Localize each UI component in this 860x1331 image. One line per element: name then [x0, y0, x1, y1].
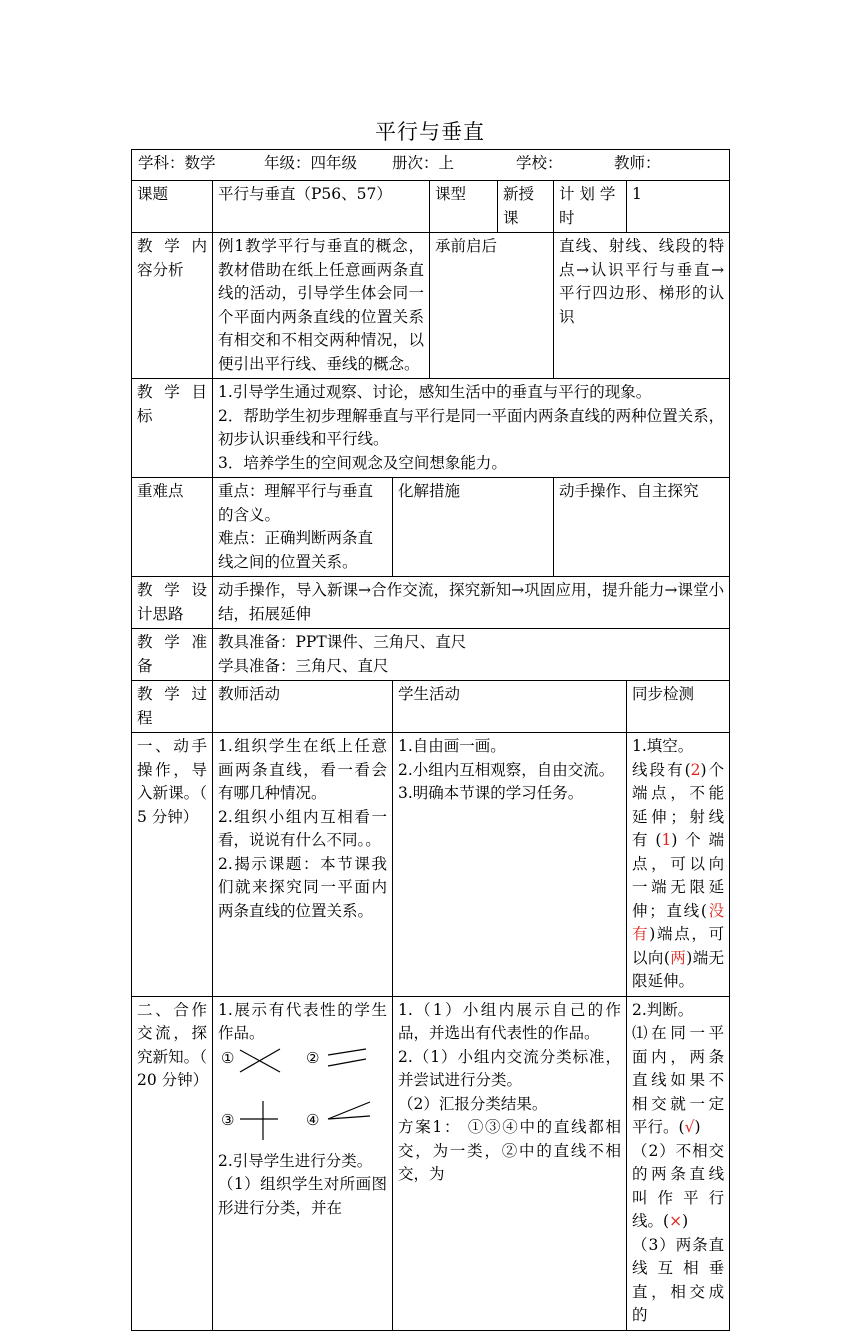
key-points-row: [132, 478, 730, 577]
stage2-teacher-cell: [213, 996, 393, 1330]
check-heading: 1.填空。: [632, 737, 694, 755]
stage2-check-cell: [627, 996, 730, 1330]
student-step: 方案1： ①③④中的直线都相交，为一类，②中的直线不相交，为: [398, 1118, 621, 1183]
student-step: 2.（1）小组内交流分类标准，并尝试进行分类。: [398, 1047, 621, 1089]
stage2-label: 二、合作交流，探究新知。（ 20 分钟）: [132, 996, 213, 1330]
header-row: [132, 150, 730, 181]
stage1-label: 一、动手操作，导入新课。（ 5 分钟）: [132, 733, 213, 997]
continuity-text: 直线、射线、线段的特点→认识平行与垂直→平行四边形、梯形的认识: [554, 233, 730, 379]
measures-text: 动手操作、自主探究: [554, 478, 730, 577]
answer-text: √: [684, 1118, 695, 1136]
judge-question: （2）不相交的两条直线叫作平行线。(×): [632, 1141, 725, 1230]
design-text: 动手操作，导入新课→合作交流，探究新知→巩固应用，提升能力→课堂小结，拓展延伸: [213, 577, 730, 629]
check-heading: 2.判断。: [632, 1000, 694, 1019]
lesson-type-value: 新授课: [498, 181, 554, 233]
figure-marker-3: ③: [221, 1110, 235, 1129]
header-cell: [132, 150, 730, 181]
preparation-cell: [213, 629, 730, 681]
answer-text: ×: [669, 1212, 683, 1230]
goal-item: 3．培养学生的空间观念及空间想象能力。: [218, 453, 507, 472]
key-point: 重点：理解平行与垂直的含义。: [218, 482, 374, 524]
line-pairs-figure: [218, 1046, 387, 1150]
teaching-aids: 教具准备：PPT课件、三角尺、直尺: [218, 633, 467, 651]
answer-text: 没有: [632, 901, 725, 943]
goals-row: [132, 379, 730, 478]
process-label: 教 学 过 程: [132, 681, 213, 733]
key-points-label: 重难点: [132, 478, 213, 577]
judge-question: ⑴在同一平面内，两条直线如果不相交就一定平行。(√): [632, 1024, 725, 1136]
topic-label: 课题: [132, 181, 213, 233]
teacher-activity-header: 教师活动: [213, 681, 393, 733]
preparation-label: 教 学 准 备: [132, 629, 213, 681]
line-pairs-drawing: [218, 1046, 388, 1150]
goals-cell: [213, 379, 730, 478]
learning-aids: 学具准备：三角尺、直尺: [218, 656, 389, 675]
stage1-check-cell: [627, 733, 730, 997]
teacher-step: 2.引导学生进行分类。: [218, 1151, 373, 1170]
difficult-point: 难点：正确判断两条直线之间的位置关系。: [218, 529, 374, 571]
preparation-row: [132, 629, 730, 681]
key-points-cell: [213, 478, 393, 577]
volume-field: 册次：上: [392, 154, 455, 172]
lesson-type-label: 课型: [430, 181, 498, 233]
figure-marker-2: ②: [306, 1048, 320, 1067]
design-label: 教 学 设 计思路: [132, 577, 213, 629]
lesson-plan-table: [131, 149, 730, 1331]
student-step: （2）汇报分类结果。: [398, 1094, 548, 1113]
student-step: 3.明确本节课的学习任务。: [398, 784, 584, 802]
stage2-row: [132, 996, 730, 1330]
goals-label: 教 学 目 标: [132, 379, 213, 478]
figure-marker-1: ①: [221, 1048, 235, 1067]
stage1-row: [132, 733, 730, 997]
line-2a: [328, 1049, 366, 1055]
goal-item: 1.引导学生通过观察、讨论，感知生活中的垂直与平行的现象。: [218, 383, 652, 401]
continuity-label: 承前启后: [430, 233, 554, 379]
fill-in-question: 线段有(2)个端点，不能延伸；射线有(1)个端点，可以向一端无限延伸；直线(没有)端点，可以向(两)端无限延伸。: [632, 760, 725, 990]
teacher-field: 教师：: [614, 154, 661, 172]
teacher-step: 1.组织学生在纸上任意画两条直线，看一看会有哪几种情况。: [218, 737, 387, 802]
teacher-step: （1）组织学生对所画图形进行分类，并在: [218, 1175, 387, 1217]
goal-item: 2．帮助学生初步理解垂直与平行是同一平面内两条直线的两种位置关系，初步认识垂线和平行线。: [218, 406, 725, 448]
planned-hours-value: 1: [627, 181, 730, 233]
line-2b: [328, 1059, 366, 1066]
content-analysis-row: [132, 233, 730, 379]
teacher-step: 2.揭示课题：本节课我们就来探究同一平面内两条直线的位置关系。: [218, 854, 387, 920]
school-field: 学校：: [516, 154, 563, 172]
design-row: [132, 577, 730, 629]
document-title: 平行与垂直: [375, 120, 485, 144]
stage1-student-cell: [393, 733, 627, 997]
grade-field: 年级：四年级: [264, 154, 358, 172]
topic-row: [132, 181, 730, 233]
teacher-step: 2.组织小组内互相看一看，说说有什么不同。。: [218, 807, 387, 849]
sync-check-header: 同步检测: [627, 681, 730, 733]
stage1-teacher-cell: [213, 733, 393, 997]
figure-marker-4: ④: [306, 1110, 320, 1129]
teacher-step: 1.展示有代表性的学生作品。: [218, 1000, 387, 1042]
student-step: 1.自由画一画。: [398, 737, 506, 755]
student-step: 1.（1）小组内展示自己的作品，并选出有代表性的作品。: [398, 1000, 621, 1042]
stage2-student-cell: [393, 996, 627, 1330]
answer-text: 两: [669, 948, 687, 967]
student-activity-header: 学生活动: [393, 681, 627, 733]
answer-text: 1: [661, 831, 672, 849]
measures-label: 化解措施: [393, 478, 554, 577]
answer-text: 2: [690, 760, 701, 779]
topic-value: 平行与垂直（P56、57）: [213, 181, 430, 233]
judge-question: （3）两条直线互相垂直，相交成的: [632, 1235, 725, 1324]
content-analysis-label: 教 学 内 容分析: [132, 233, 213, 379]
content-analysis-text: 例1教学平行与垂直的概念，教材借助在纸上任意画两条直线的活动，引导学生体会同一个平面内两条直线的位置关系有相交和不相交两种情况，以便引出平行线、垂线的概念。: [213, 233, 430, 379]
planned-hours-label: 计 划 学 时: [554, 181, 627, 233]
process-header-row: [132, 681, 730, 733]
student-step: 2.小组内互相观察，自由交流。: [398, 760, 615, 779]
subject-field: 学科：数学: [138, 154, 216, 172]
